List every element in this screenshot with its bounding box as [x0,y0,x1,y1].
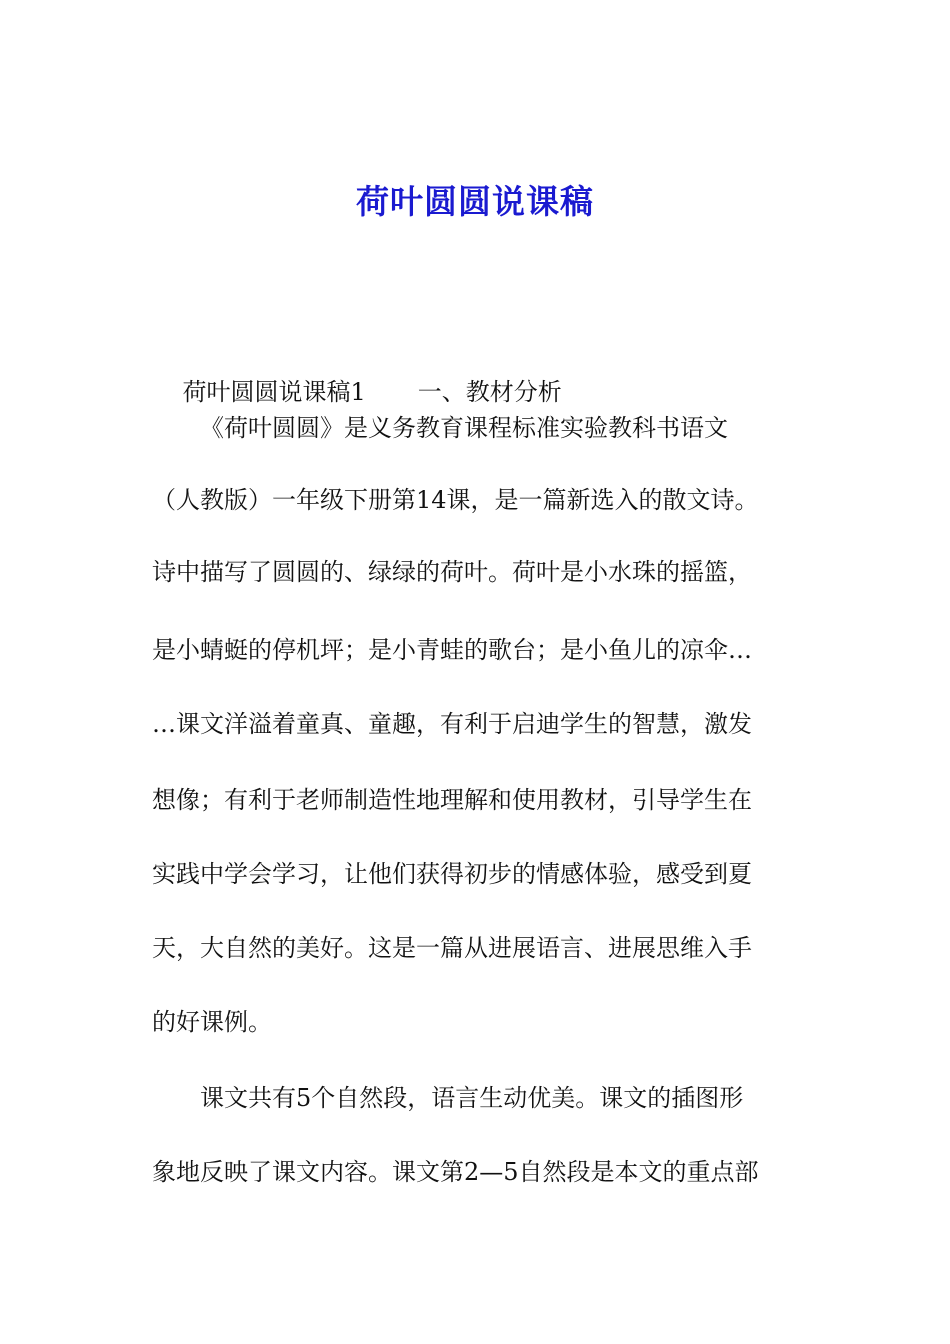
section-heading: 一、教材分析 [417,378,562,406]
paragraph-line: 象地反映了课文内容。课文第2—5自然段是本文的重点部 [152,1158,759,1186]
paragraph-line: 实践中学会学习，让他们获得初步的情感体验，感受到夏 [152,860,752,888]
paragraph-line: …课文洋溢着童真、童趣，有利于启迪学生的智慧，激发 [152,710,752,738]
paragraph-line: （人教版）一年级下册第14课，是一篇新选入的散文诗。 [152,486,759,514]
paragraph-line: 想像；有利于老师制造性地理解和使用教材，引导学生在 [152,786,752,814]
document-title: 荷叶圆圆说课稿 [356,182,594,221]
paragraph-line: 是小蜻蜓的停机坪；是小青蛙的歌台；是小鱼儿的凉伞… [152,636,752,664]
paragraph-line: 诗中描写了圆圆的、绿绿的荷叶。荷叶是小水珠的摇篮， [152,558,752,586]
paragraph-line: 的好课例。 [152,1008,272,1036]
paragraph-line: 《荷叶圆圆》是义务教育课程标准实验教科书语文 [200,414,728,442]
paragraph-line: 课文共有5个自然段，语言生动优美。课文的插图形 [200,1084,744,1112]
section-label: 荷叶圆圆说课稿1 [182,378,366,406]
paragraph-line: 天，大自然的美好。这是一篇从进展语言、进展思维入手 [152,934,752,962]
